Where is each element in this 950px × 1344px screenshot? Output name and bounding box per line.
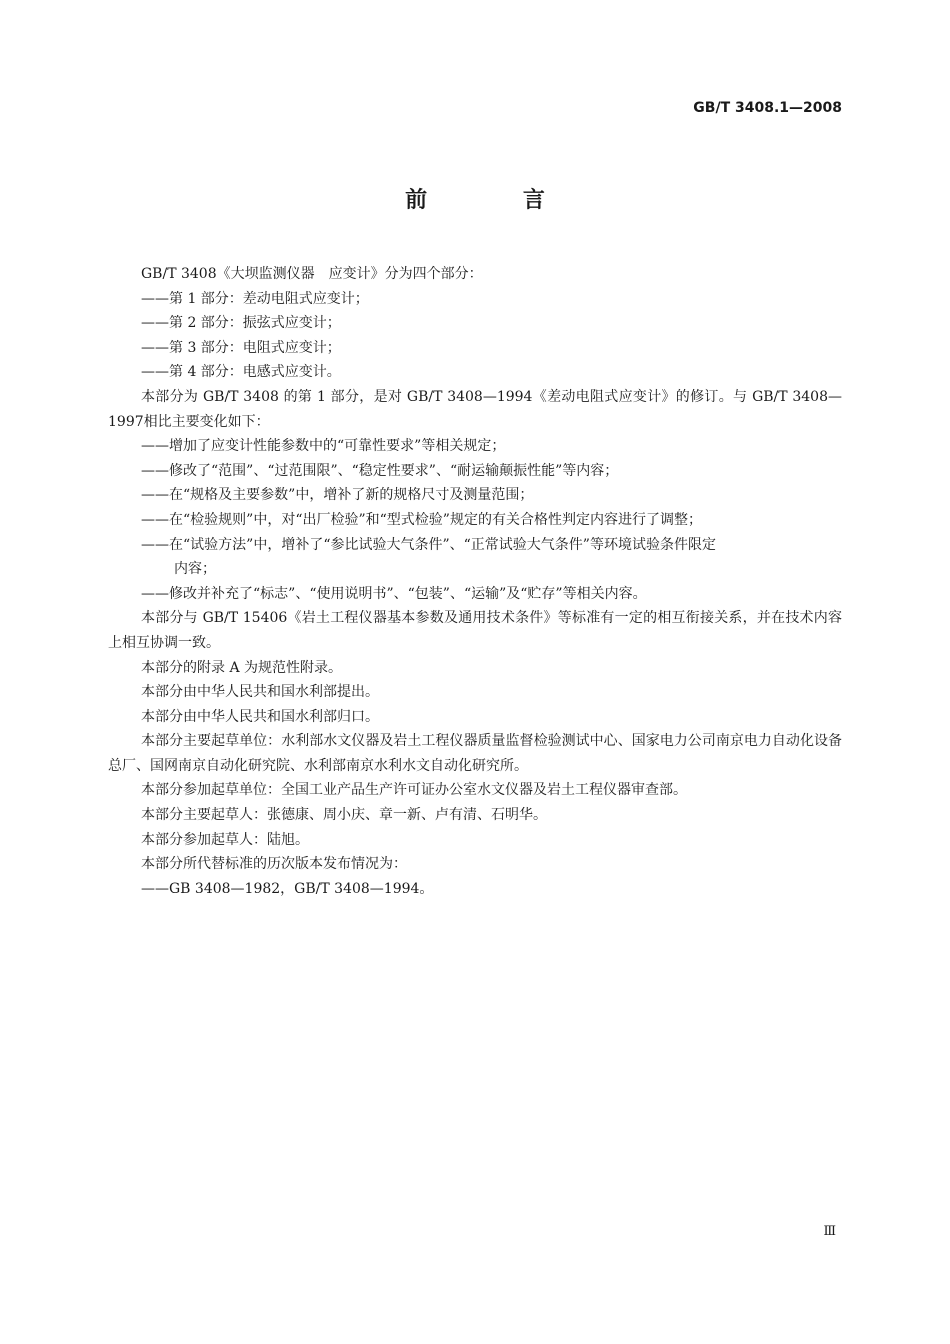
list-item: [108, 311, 842, 336]
list-item: [108, 582, 842, 607]
paragraph: [108, 606, 842, 655]
paragraph-text: 本部分参加起草单位：全国工业产品生产许可证办公室水文仪器及岩土工程仪器审查部。: [141, 782, 687, 799]
document-body: [108, 262, 842, 901]
list-item: [108, 877, 842, 902]
paragraph: [108, 385, 842, 434]
list-item: [108, 336, 842, 361]
paragraph-text: 本部分所代替标准的历次版本发布情况为：: [141, 856, 407, 873]
paragraph-text: ——增加了应变计性能参数中的“可靠性要求”等相关规定；: [141, 438, 506, 455]
page-number: Ⅲ: [823, 1224, 836, 1239]
paragraph-text: ——在“试验方法”中，增补了“参比试验大气条件”、“正常试验大气条件”等环境试验条件限定: [141, 536, 716, 553]
paragraph-text: 本部分与 GB/T 15406《岩土工程仪器基本参数及通用技术条件》等标准有一定的相互衔接关系，并在技术内容上相互协调一致。: [108, 610, 842, 651]
paragraph-text: 本部分的附录 A 为规范性附录。: [141, 659, 343, 676]
paragraph: [108, 803, 842, 828]
paragraph: [108, 778, 842, 803]
paragraph: [108, 705, 842, 730]
paragraph-text: 本部分为 GB/T 3408 的第 1 部分，是对 GB/T 3408—1994《差动电阻式应变计》的修订。与 GB/T 3408—1997相比主要变化如下：: [108, 388, 842, 430]
list-item: [108, 360, 842, 385]
paragraph-text: 本部分主要起草单位：水利部水文仪器及岩土工程仪器质量监督检验测试中心、国家电力公司南京电力自动化设备总厂、国网南京自动化研究院、水利部南京水利水文自动化研究所。: [108, 733, 842, 774]
list-item: [108, 287, 842, 312]
paragraph: [108, 828, 842, 853]
paragraph-text: GB/T 3408《大坝监测仪器 应变计》分为四个部分：: [141, 266, 483, 282]
list-item: [108, 459, 842, 484]
paragraph-continuation: 内容；: [174, 561, 216, 578]
paragraph-text: ——在“规格及主要参数”中，增补了新的规格尺寸及测量范围；: [141, 487, 534, 504]
paragraph-text: ——在“检验规则”中，对“出厂检验”和“型式检验”规定的有关合格性判定内容进行了调整；: [141, 511, 702, 528]
paragraph: [108, 680, 842, 705]
page-title: 前 言: [405, 188, 589, 213]
paragraph-text: 本部分主要起草人：张德康、周小庆、章一新、卢有清、石明华。: [141, 807, 547, 824]
paragraph: [108, 729, 842, 778]
paragraph-text: 本部分参加起草人：陆旭。: [141, 831, 309, 848]
standard-code: GB/T 3408.1—2008: [693, 100, 842, 116]
paragraph-text: ——修改了“范围”、“过范围限”、“稳定性要求”、“耐运输颠振性能”等内容；: [141, 462, 619, 479]
paragraph-text: ——GB 3408—1982，GB/T 3408—1994。: [141, 880, 434, 897]
list-item: [108, 508, 842, 533]
paragraph-text: ——第 3 部分：电阻式应变计；: [141, 339, 341, 356]
paragraph-text: 本部分由中华人民共和国水利部提出。: [141, 684, 379, 701]
paragraph-text: 本部分由中华人民共和国水利部归口。: [141, 708, 379, 725]
list-item: [108, 483, 842, 508]
paragraph-text: ——第 4 部分：电感式应变计。: [141, 364, 341, 381]
paragraph-text: ——修改并补充了“标志”、“使用说明书”、“包装”、“运输”及“贮存”等相关内容。: [141, 585, 647, 602]
paragraph: [108, 656, 842, 681]
paragraph-text: ——第 1 部分：差动电阻式应变计；: [141, 290, 369, 307]
paragraph-text: ——第 2 部分：振弦式应变计；: [141, 315, 341, 332]
list-item: [108, 434, 842, 459]
list-item: [108, 533, 842, 582]
paragraph: [108, 262, 842, 287]
paragraph: [108, 852, 842, 877]
